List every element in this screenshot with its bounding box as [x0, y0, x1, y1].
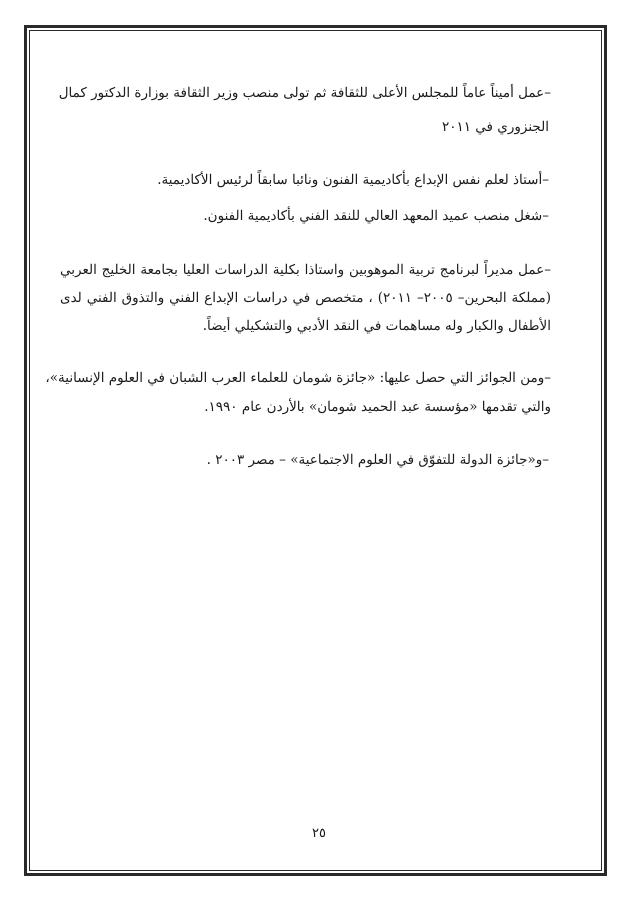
text-line: –أستاذ لعلم نفس الإبداع بأكاديمية الفنون ونائبا سابقاً لرئيس الأكاديمية.	[157, 172, 549, 188]
document-body	[45, 0, 552, 902]
text-line: الأطفال والكبار وله مساهمات في النقد الأدبي والتشكيلي أيضاً.	[202, 318, 551, 334]
text-line: الجنزوري في ٢٠١١	[441, 119, 549, 135]
text-line: –ومن الجوائز التي حصل عليها: «جائزة شومان للعلماء العرب الشبان في العلوم الإنسانية»،	[45, 370, 551, 386]
text-line: –عمل أميناً عاماً للمجلس الأعلى للثقافة ثم تولى منصب وزير الثقافة بوزارة الدكتور كمال	[58, 85, 551, 101]
text-line: (مملكة البحرين– ٢٠٠٥– ٢٠١١) ، متخصص في دراسات الإبداع الفني والتذوق الفني لدى	[60, 290, 552, 306]
text-line: –شغل منصب عميد المعهد العالي للنقد الفني بأكاديمية الفنون.	[203, 208, 549, 224]
text-line: –عمل مديراً لبرنامج تربية الموهوبين واستاذا بكلية الدراسات العليا بجامعة الخليج العربي	[60, 262, 551, 278]
page-number: ٢٥	[312, 826, 326, 841]
text-line: –و«جائزة الدولة للتفوّق في العلوم الاجتماعية» – مصر ٢٠٠٣ .	[206, 452, 549, 468]
text-line: والتي تقدمها «مؤسسة عبد الحميد شومان» بالأردن عام ١٩٩٠.	[204, 399, 551, 415]
